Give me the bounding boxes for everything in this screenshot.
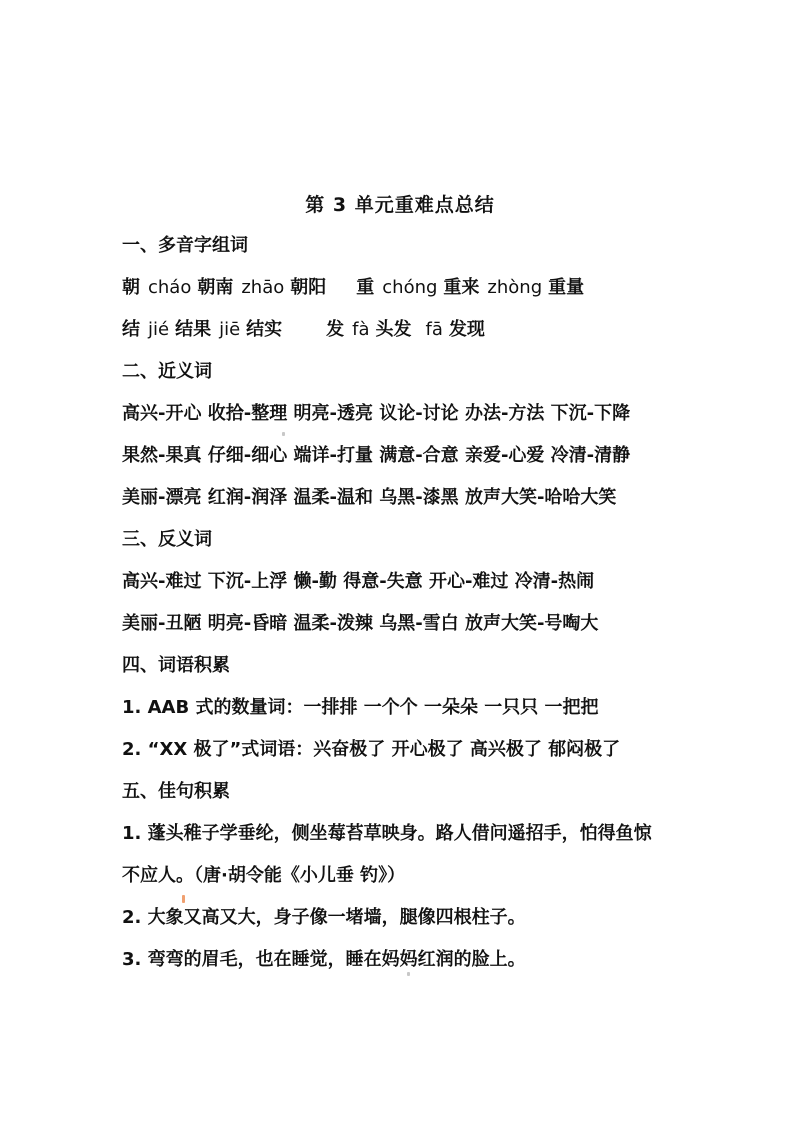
pinyin: zhòng (487, 277, 543, 298)
section-heading-synonyms: 二、近义词 (122, 361, 212, 382)
section-heading-antonyms: 三、反义词 (122, 529, 212, 550)
polyphonic-word: 朝阳 (290, 277, 327, 298)
polyphonic-word: 朝南 (197, 277, 234, 298)
polyphonic-word: 结果 (175, 319, 212, 340)
scan-speck (282, 432, 285, 436)
scan-speck (407, 972, 410, 976)
sentence-line: 1. 蓬头稚子学垂纶，侧坐莓苔草映身。路人借问遥招手，怕得鱼惊 (122, 823, 652, 844)
polyphonic-word: 发现 (448, 319, 485, 340)
polyphonic-char: 朝 (122, 277, 140, 298)
polyphonic-word: 重量 (548, 277, 585, 298)
synonyms-line: 美丽-漂亮 红润-润泽 温柔-温和 乌黑-漆黑 放声大笑-哈哈大笑 (122, 487, 617, 508)
polyphonic-word: 结实 (246, 319, 283, 340)
pinyin: fà (352, 319, 370, 340)
antonyms-line: 高兴-难过 下沉-上浮 懒-勤 得意-失意 开心-难过 冷清-热闹 (122, 571, 595, 592)
vocabulary-line: 1. AAB 式的数量词：一排排 一个个 一朵朵 一只只 一把把 (122, 697, 599, 718)
section-heading-sentences: 五、佳句积累 (122, 781, 230, 802)
polyphonic-char: 发 (326, 319, 345, 340)
pinyin: chóng (382, 277, 438, 298)
sentence-line: 2. 大象又高又大，身子像一堵墙，腿像四根柱子。 (122, 907, 526, 928)
section-heading-vocabulary: 四、词语积累 (122, 655, 230, 676)
sentence-line: 不应人。（唐·胡令能《小儿垂 钓》） (122, 865, 406, 886)
polyphonic-word: 重来 (443, 277, 480, 298)
polyphonic-word: 头发 (375, 319, 412, 340)
pinyin: jiē (219, 319, 241, 340)
pinyin: jié (148, 319, 170, 340)
pinyin: fā (425, 319, 443, 340)
pinyin: zhāo (241, 277, 285, 298)
synonyms-line: 高兴-开心 收拾-整理 明亮-透亮 议论-讨论 办法-方法 下沉-下降 (122, 403, 631, 424)
pinyin: cháo (148, 277, 192, 298)
synonyms-line: 果然-果真 仔细-细心 端详-打量 满意-合意 亲爱-心爱 冷清-清静 (122, 445, 631, 466)
section-heading-polyphonic: 一、多音字组词 (122, 235, 248, 256)
polyphonic-char: 结 (122, 319, 140, 340)
vocabulary-line: 2. “XX 极了”式词语：兴奋极了 开心极了 高兴极了 郁闷极了 (122, 739, 621, 760)
sentence-line: 3. 弯弯的眉毛，也在睡觉，睡在妈妈红润的脸上。 (122, 949, 526, 970)
polyphonic-char: 重 (356, 277, 375, 298)
scan-speck (182, 895, 185, 903)
antonyms-line: 美丽-丑陋 明亮-昏暗 温柔-泼辣 乌黑-雪白 放声大笑-号啕大 (122, 613, 599, 634)
polyphonic-row-1 (122, 276, 584, 300)
page-title: 第 3 单元重难点总结 (305, 194, 495, 216)
polyphonic-row-2 (122, 318, 485, 342)
